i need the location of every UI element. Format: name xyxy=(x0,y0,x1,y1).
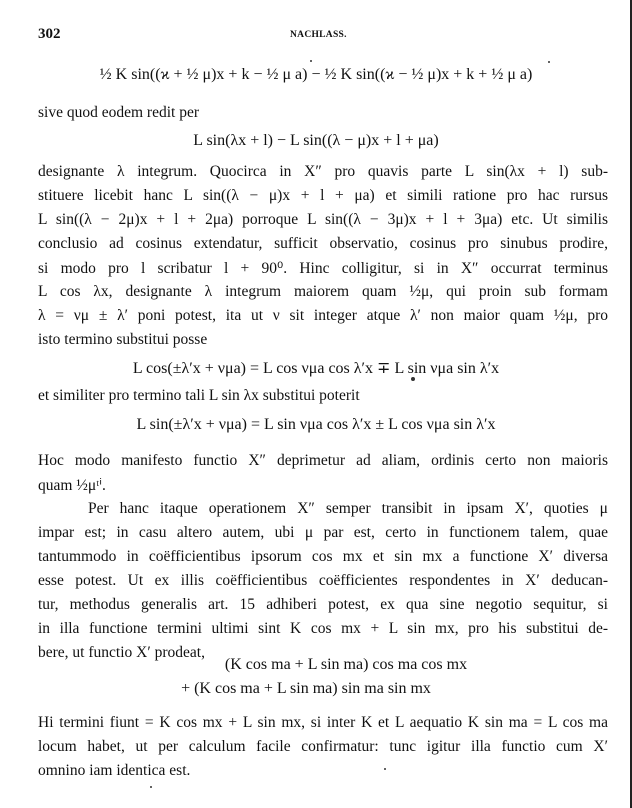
paragraph-line: stituere licebit hanc L sin((λ − μ)x + l + μa) et simili ratione pro hac rursus xyxy=(38,187,608,204)
scan-speck xyxy=(150,786,152,788)
paragraph-line: tantummodo in coëfficientibus ipsorum cos mx et sin mx a functione X′ diversa xyxy=(38,548,608,565)
formula-1: ½ K sin((ϰ + ½ μ)x + k − ½ μ a) − ½ K sin((ϰ − ½ μ)x + k + ½ μ a) xyxy=(99,66,533,83)
scan-speck xyxy=(384,768,386,770)
paragraph-line: locum habet, ut per calculum facile confirmatur: tunc igitur illa functio cum X′ xyxy=(38,738,608,755)
scan-speck xyxy=(411,377,415,381)
page-number: 302 xyxy=(38,26,61,42)
formula-2: L sin(λx + l) − L sin((λ − μ)x + l + μa) xyxy=(193,132,439,149)
text-line-similiter: et similiter pro termino tali L sin λx substitui poterit xyxy=(38,387,360,404)
formula-5-line-2: + (K cos ma + L sin ma) sin ma sin mx xyxy=(181,680,431,697)
scan-speck xyxy=(310,60,312,62)
paragraph-line: Hoc modo manifesto functio X″ deprimetur ad aliam, ordinis certo non maioris xyxy=(38,452,608,469)
paragraph-line: L cos λx, designante λ integrum maiorem quam ½μ, qui proin sub formam xyxy=(38,283,608,300)
paragraph-line: impar est; in casu altero autem, ubi μ par est, certo in functionem talem, quae xyxy=(38,524,608,541)
paragraph-line: Per hanc itaque operationem X″ semper transibit in ipsam X′, quoties μ xyxy=(88,500,608,517)
paragraph-line: omnino iam identica est. xyxy=(38,762,191,779)
running-head: NACHLASS. xyxy=(290,30,347,40)
paragraph-line: conclusio ad cosinus extendatur, sufficit observatio, cosinus pro sinubus prodire, xyxy=(38,235,608,252)
paragraph-line: isto termino substitui posse xyxy=(38,331,208,348)
paragraph-line: esse potest. Ut ex illis coëfficientibus coëfficientes respondentes in X′ deducan- xyxy=(38,572,608,589)
paragraph-line: bere, ut functio X′ prodeat, xyxy=(38,644,205,661)
text-line-intro: sive quod eodem redit per xyxy=(38,104,199,121)
paragraph-line: quam ½μᵗⁱ. xyxy=(38,477,106,494)
paragraph-line: λ = νμ ± λ′ poni potest, ita ut ν sit integer atque λ′ non maior quam ½μ, pro xyxy=(38,307,608,324)
paragraph-line: Hi termini fiunt = K cos mx + L sin mx, si inter K et L aequatio K sin ma = L cos ma xyxy=(38,714,608,731)
paragraph-line: in illa functione termini ultimi sint K cos mx + L sin mx, pro his substitui de- xyxy=(38,620,608,637)
formula-4: L sin(±λ′x + νμa) = L sin νμa cos λ′x ± L cos νμa sin λ′x xyxy=(136,416,496,433)
formula-3: L cos(±λ′x + νμa) = L cos νμa cos λ′x ∓ L sin νμa sin λ′x xyxy=(132,360,500,377)
paragraph-line: si modo pro l scribatur l + 90⁰. Hinc colligitur, si in X″ occurrat terminus xyxy=(38,260,608,277)
scan-speck xyxy=(548,61,550,63)
formula-5-line-1: (K cos ma + L sin ma) cos ma cos mx xyxy=(224,656,468,673)
paragraph-line: designante λ integrum. Quocirca in X″ pro quavis parte L sin(λx + l) sub- xyxy=(38,163,608,180)
paragraph-line: L sin((λ − 2μ)x + l + 2μa) porroque L sin((λ − 3μ)x + l + 3μa) etc. Ut similis xyxy=(38,211,608,228)
paragraph-line: tur, methodus generalis art. 15 adhiberi potest, ex qua sine negotio sequitur, si xyxy=(38,596,608,613)
